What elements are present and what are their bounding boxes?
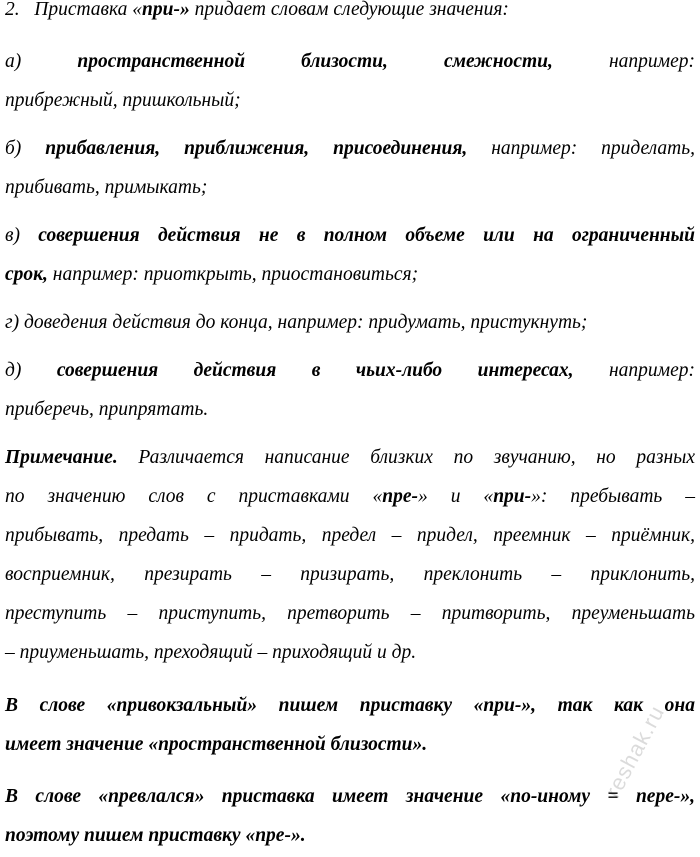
- note-line3: прибывать, предать – придать, предел – придел, преемник – приёмник,: [5, 525, 695, 546]
- note-line2: по значению слов с приставками «пре-» и «при-»: пребывать –: [5, 486, 695, 507]
- item-g: г) доведения действия до конца, например: придумать, пристукнуть;: [5, 312, 588, 333]
- item-a-line2: прибрежный, пришкольный;: [5, 90, 241, 111]
- note-label: Примечание.: [5, 447, 118, 468]
- item-d-line1: д) совершения действия в чьих-либо интересах, например:: [5, 360, 696, 381]
- note-line5: преступить – приступить, претворить – притворить, преуменьшать: [5, 603, 695, 624]
- item-b-line2: прибивать, примыкать;: [5, 177, 208, 198]
- task-number: 2.: [5, 0, 20, 20]
- item-d-line2: приберечь, припрятать.: [5, 399, 209, 420]
- item-a-line1: а) пространственной близости, смежности, например:: [5, 51, 696, 72]
- note-line4: восприемник, презирать – призирать, преклонить – приклонить,: [5, 564, 695, 585]
- note-line1: Примечание. Различается написание близких по звучанию, но разных: [5, 447, 696, 468]
- answer2-line2: поэтому пишем приставку «пре-».: [5, 825, 306, 846]
- answer2-line1: В слове «превлался» приставка имеет значение «по-иному = пере-»,: [5, 786, 695, 807]
- item-b-line1: б) прибавления, приближения, присоединения, например: приделать,: [5, 138, 696, 159]
- item-v-line1: в) совершения действия не в полном объеме или на ограниченный: [5, 225, 696, 246]
- answer1-line2: имеет значение «пространственной близости».: [5, 734, 428, 755]
- task-heading: 2. Приставка «при-» придает словам следующие значения:: [5, 0, 509, 20]
- note-line6: – приуменьшать, преходящий – приходящий и др.: [5, 642, 417, 663]
- answer1-line1: В слове «привокзальный» пишем приставку «при-», так как она: [5, 695, 695, 716]
- watermark: reshak.ru: [600, 701, 670, 802]
- item-v-line2: срок, например: приоткрыть, приостановиться;: [5, 264, 419, 285]
